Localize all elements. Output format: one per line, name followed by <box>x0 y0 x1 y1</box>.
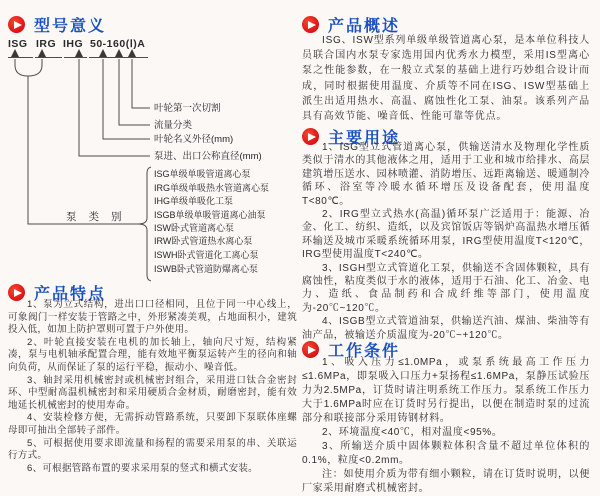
conditions-paragraphs <box>302 356 590 496</box>
up-arrow-icon <box>115 49 123 57</box>
category-connector-line <box>28 76 138 224</box>
paragraph: 2、环境温度<40℃，相对温度<95%。 <box>322 427 503 438</box>
callout-label-flow: 流量分类 <box>154 120 193 131</box>
section-title-features: 产品特点 <box>34 286 107 303</box>
up-arrow-icons <box>11 49 136 57</box>
section-header-model-meaning <box>8 13 106 36</box>
play-triangle-icon <box>308 346 316 354</box>
model-code-diagram <box>8 36 298 289</box>
pump-types-brace <box>138 167 151 281</box>
pump-type-item: IRW卧式管道热水离心泵 <box>154 236 253 246</box>
paragraph: 2、IRG型立式热水(高温)循环泵广泛适用于：能源、冶金、化工、纺织、造纸，以及宾馆饭店等锅炉高温热水增压循环输送及城市采暖系统循环用泵，IRG型使用温度T<120℃，IRG型使用温度T<240℃。 <box>302 209 590 261</box>
pump-type-item: ISW卧式管道离心泵 <box>154 223 234 233</box>
pump-type-item: IHG单级单吸化工泵 <box>154 196 234 206</box>
paragraph: 3、所输送介质中固体颗粒体积含量不超过单位体积的0.1%，粒度<0.2mm。 <box>302 441 590 466</box>
connector-cut <box>132 59 150 108</box>
pump-type-item: ISG单级单吸管道离心泵 <box>154 169 251 179</box>
pump-type-list <box>154 168 269 274</box>
connector-flow <box>119 59 150 125</box>
pump-type-item: ISGB单级单吸管道离心油泵 <box>154 210 266 220</box>
paragraph: 5、可根据使用要求即流量和扬程的需要采用泵的串、关联运行方式。 <box>8 437 297 462</box>
callout-labels <box>154 102 262 162</box>
callout-label-cut: 叶轮第一次切割 <box>154 103 221 114</box>
paragraph: 2、叶轮直接安装在电机的加长轴上，轴向尺寸短，结构紧凑，泵与电机轴承配置合理，能有效地平衡泵运转产生的径向和轴向负荷，从而保证了泵的运行平稳，振动小、噪音低。 <box>8 336 297 373</box>
red-play-bullet-icon <box>8 16 25 33</box>
features-paragraphs <box>8 299 297 475</box>
paragraph: ISG、ISW型系列单级单级管道离心泵，是本单位科技人员联合国内水泵专家选用国内优秀水力模型，采用IS型离心泵之性能参数，在一般立式泵的基础上进行巧妙组合设计而成，同时根据使用温度、介质等不同在ISG、ISW型基础上派生出适用热水、高温、腐蚀性化工泵、油泵。该系列产品具有高效节能、噪音低、性能可靠等优点。 <box>302 35 590 123</box>
play-triangle-icon <box>14 289 22 297</box>
paragraph: 4、安装检修方便，无需拆动管路系统，只要卸下泵联体座螺母即可抽出全部转子部件。 <box>8 412 297 436</box>
paragraph: 1、泵为立式结构，进出口口径相同，且位于同一中心线上，可象阀门一样安装于管路之中，外形紧凑美观，占地面积小，建筑投入低，如加上防护罩则可置于户外使用。 <box>8 299 297 336</box>
play-triangle-icon <box>308 133 316 141</box>
model-code-token: 50-160(Ⅰ)A <box>90 38 146 50</box>
paragraph: 1、ISG型立式管道离心泵，供输送清水及物理化学性质类似于清水的其他液体之用，适用于工业和城市给排水、高层建筑增压送水、园林喷灌、消防增压、远距离输送、暖通制冷循环、浴室等冷暖水循环增压及设备配套，使用温度T<80℃。 <box>302 142 590 207</box>
model-code <box>8 38 145 50</box>
diagram-lines <box>8 58 151 282</box>
model-code-token: ISG <box>8 38 28 50</box>
red-play-bullet-icon <box>302 16 319 33</box>
up-arrow-icon <box>38 49 46 57</box>
connector-impeller-dia <box>103 59 150 139</box>
paragraph: 1、吸入压力≤1.0MPa，或泵系统最高工作压力≤1.6MPa，即泵吸入口压力+泵扬程≤1.6MPa，泵静压试验压力为2.5MPa，订货时请注明系统工作压力。泵系统工作压力大于1.6MPa时应在订货时另行提出，以便在制造时泵的过流部分和联接部分采用铸钢材料。 <box>302 357 590 424</box>
paragraph: 3、轴封采用机械密封或机械密封组合，采用进口钛合金密封环、中型耐高温机械密封和采用硬质合金材质，耐磨密封，能有效地延长机械密封的使用寿命。 <box>8 374 297 411</box>
pump-category-label: 泵类别 <box>66 211 134 223</box>
overview-paragraphs <box>302 33 590 124</box>
pump-type-item: ISWH卧式管道化工离心泵 <box>154 250 259 260</box>
paragraph: 注：如使用介质为带有细小颗粒，请在订货时说明，以便厂家采用耐磨式机械密封。 <box>302 469 590 494</box>
up-arrow-icon <box>11 49 19 57</box>
paragraph: 6、可根据管路布置的要求采用泵的竖式和横式安装。 <box>27 462 258 474</box>
section-title-conditions: 工作条件 <box>328 343 401 360</box>
model-code-token: IHG <box>63 38 84 50</box>
paragraph: 3、ISGH型立式管道化工泵，供输送不含固体颗粒，具有腐蚀性，粘度类似于水的液体，适用于石油、化工、冶金、电力、造纸、食品制药和合成纤维等部门，使用温度为-20℃~120℃。 <box>302 262 590 314</box>
callout-label-port-dia: 泵进、出口公称直径(mm) <box>154 151 262 162</box>
play-triangle-icon <box>308 21 316 29</box>
uses-paragraphs <box>302 141 590 342</box>
callout-label-impeller-dia: 叶轮名义外径(mm) <box>154 134 234 145</box>
pump-type-item: IRG单级单吸热水管道离心泵 <box>154 183 270 193</box>
section-title-model-meaning: 型号意义 <box>34 18 107 35</box>
section-title-overview: 产品概述 <box>328 18 401 35</box>
up-arrow-icon <box>75 49 83 57</box>
up-arrow-icon <box>128 49 136 57</box>
up-arrow-icon <box>99 49 107 57</box>
pump-type-item: ISWB卧式管道防爆离心泵 <box>154 264 259 274</box>
play-triangle-icon <box>14 21 22 29</box>
bracket-isg-irg <box>15 59 42 76</box>
model-code-token: IRG <box>36 38 57 50</box>
paragraph: 4、ISGB型立式管道油泵，供输送汽油、煤油、柴油等有油产品，被输送介质温度为-20℃~+120℃。 <box>302 316 590 341</box>
section-title-uses: 主要用途 <box>328 130 401 147</box>
